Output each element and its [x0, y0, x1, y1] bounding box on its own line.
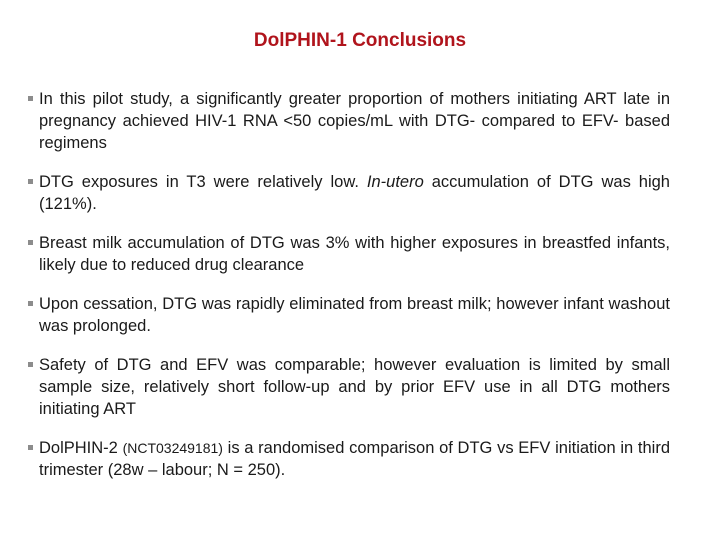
bullet-text: Upon cessation, DTG was rapidly eliminated from breast milk; however infant washout was prolonged. — [39, 295, 670, 335]
conclusions-list — [28, 88, 670, 498]
bullet-text: Safety of DTG and EFV was comparable; however evaluation is limited by small sample size, relatively short follow-up and by prior EFV use in all DTG mothers initiating ART — [39, 356, 670, 418]
bullet-text-part: DolPHIN-2 — [39, 439, 123, 457]
bullet-item-6 — [28, 437, 670, 481]
square-bullet-icon — [28, 179, 33, 184]
square-bullet-icon — [28, 240, 33, 245]
bullet-text — [39, 171, 670, 215]
bullet-item-2 — [28, 171, 670, 215]
square-bullet-icon — [28, 362, 33, 367]
bullet-item-3 — [28, 232, 670, 276]
slide-title: DolPHIN-1 Conclusions — [253, 30, 467, 51]
square-bullet-icon — [28, 301, 33, 306]
trial-registration-id: (NCT03249181) — [122, 440, 223, 456]
bullet-text-part: is a randomised comparison of DTG vs EFV initiation in third trimester (28w – labour; N = 250). — [39, 439, 670, 479]
bullet-item-4 — [28, 293, 670, 337]
bullet-text: In this pilot study, a significantly greater proportion of mothers initiating ART late in pregnancy achieved HIV-1 RNA <50 copies/mL with DTG- compared to EFV- based regimens — [39, 90, 670, 152]
bullet-text — [39, 437, 670, 481]
bullet-item-1 — [28, 88, 670, 154]
bullet-text-part: DTG exposures in T3 were relatively low. — [39, 173, 367, 191]
bullet-text: Breast milk accumulation of DTG was 3% with higher exposures in breastfed infants, likely due to reduced drug clearance — [39, 234, 670, 274]
bullet-text-part: accumulation of DTG was high (121%). — [39, 173, 670, 213]
square-bullet-icon — [28, 96, 33, 101]
square-bullet-icon — [28, 445, 33, 450]
bullet-text-italic: In-utero — [366, 173, 424, 191]
bullet-item-5 — [28, 354, 670, 420]
